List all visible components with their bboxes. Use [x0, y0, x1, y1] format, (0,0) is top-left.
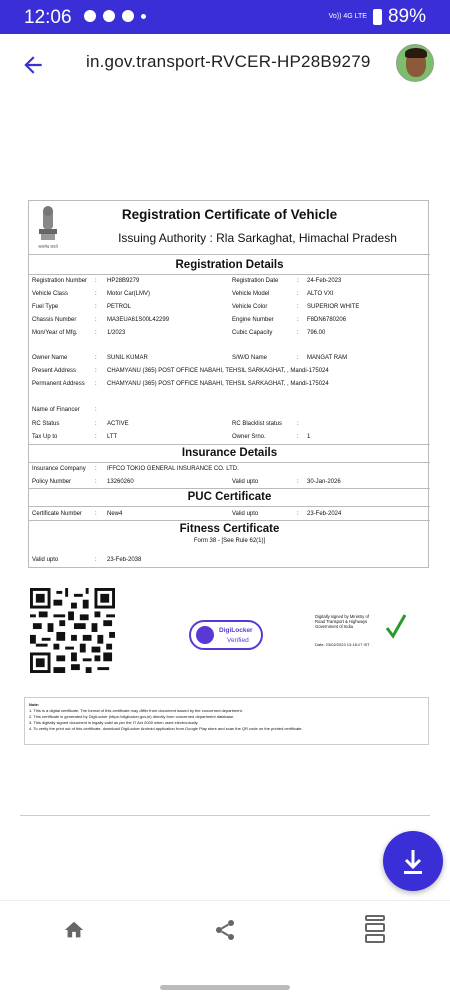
field-label: Certificate Number	[32, 511, 83, 517]
status-bar	[0, 0, 450, 34]
field-label: Chassis Number	[32, 317, 77, 323]
notification-icons	[84, 10, 146, 22]
bottom-navigation	[0, 900, 450, 960]
colon: :	[297, 355, 299, 361]
emblem-caption: सत्यमेव जयते	[38, 244, 58, 249]
field-label: Insurance Company	[32, 466, 86, 472]
issuing-authority: Issuing Authority : Rla Sarkaghat, Himachal Pradesh	[118, 231, 397, 245]
note-box	[24, 697, 429, 745]
field-label: Cubic Capacity	[232, 330, 273, 336]
puc-heading: PUC Certificate	[187, 491, 272, 503]
notification-icon	[103, 10, 115, 22]
app-bar	[0, 34, 450, 94]
digilocker-verified-badge	[189, 620, 263, 650]
colon: :	[297, 330, 299, 336]
field-value: 796.00	[307, 330, 326, 336]
colon: :	[95, 304, 97, 310]
note-line: 3. This digitally signed document is legally valid as per the IT Act 2000 when used electronically.	[29, 720, 199, 725]
field-label: Name of Financer	[32, 407, 80, 413]
colon: :	[297, 434, 299, 440]
colon: :	[95, 355, 97, 361]
page-divider	[20, 815, 430, 816]
signature-date: Date: 23/02/2023 13:18:17 IST	[315, 642, 370, 647]
colon: :	[95, 278, 97, 284]
colon: :	[95, 479, 97, 485]
field-value: CHAMYANU (365) POST OFFICE NABAHI, TEHSIL SARKAGHAT, , Mandi-175024	[107, 381, 329, 387]
divider	[29, 488, 430, 489]
certificate-title: Registration Certificate of Vehicle	[121, 207, 338, 222]
divider	[29, 274, 430, 275]
checkmark-icon	[385, 613, 407, 639]
field-label: Vehicle Color	[232, 304, 268, 310]
field-label: Owner Srno.	[232, 434, 266, 440]
colon: :	[95, 407, 97, 413]
gesture-handle[interactable]	[160, 985, 290, 990]
field-label: S/W/D Name	[232, 355, 268, 361]
field-label: Tax Up to	[32, 434, 58, 440]
download-button[interactable]	[383, 831, 443, 891]
field-label: Vehicle Class	[32, 291, 69, 297]
qr-code	[30, 588, 115, 673]
colon: :	[95, 434, 97, 440]
field-value: LTT	[107, 434, 118, 440]
field-label: Mon/Year of Mfg.	[32, 330, 78, 336]
field-value: HP28B9279	[107, 278, 140, 284]
field-value: 24-Feb-2023	[307, 278, 342, 284]
colon: :	[95, 317, 97, 323]
whatsapp-icon	[84, 10, 96, 22]
home-icon[interactable]	[63, 919, 85, 941]
field-label: Policy Number	[32, 479, 72, 485]
field-value: 30-Jan-2026	[307, 479, 341, 485]
field-value: MANGAT RAM	[307, 355, 348, 361]
view-mode-icon[interactable]	[364, 915, 386, 943]
field-label: Fuel Type	[32, 304, 59, 310]
battery-icon	[373, 9, 382, 25]
note-line: 2. This certificate is generated by DigiLocker (https://digilocker.gov.in) directly from concerned department database.	[29, 714, 235, 719]
field-value: PETROL	[107, 304, 132, 310]
signature-text: Digitally signed by Ministry of Road Transport & Highways Government of India	[315, 614, 369, 630]
field-label: Owner Name	[32, 355, 68, 361]
field-value: New4	[107, 511, 123, 517]
note-title: Note:	[29, 702, 40, 707]
colon: :	[95, 557, 97, 563]
colon: :	[297, 291, 299, 297]
field-label: Engine Number	[232, 317, 274, 323]
more-notifications-icon	[141, 14, 146, 19]
fitness-form: Form 38 - [See Rule 62(1)]	[193, 538, 266, 544]
colon: :	[95, 291, 97, 297]
field-value: CHAMYANU (365) POST OFFICE NABAHI, TEHSIL SARKAGHAT, , Mandi-175024	[107, 368, 329, 374]
colon: :	[297, 479, 299, 485]
battery-level: 89%	[387, 6, 426, 27]
app-icon	[122, 10, 134, 22]
field-value: ACTIVE	[107, 421, 129, 427]
field-value: 1/2023	[107, 330, 126, 336]
field-label: Permanent Address	[32, 381, 85, 387]
field-value: 13260260	[107, 479, 134, 485]
share-icon[interactable]	[213, 918, 237, 942]
colon: :	[95, 466, 97, 472]
insurance-heading: Insurance Details	[181, 447, 278, 459]
field-value: 23-Feb-2038	[107, 557, 142, 563]
field-label: Valid upto	[32, 557, 59, 563]
digilocker-icon	[196, 626, 214, 644]
field-label: RC Blacklist status	[232, 421, 283, 427]
fitness-heading: Fitness Certificate	[179, 523, 280, 535]
field-value: F8DN6780206	[307, 317, 347, 323]
badge-line-2: Verified	[227, 637, 249, 644]
field-value: Motor Car(LMV)	[107, 291, 151, 297]
download-icon	[383, 831, 443, 891]
colon: :	[95, 368, 97, 374]
divider	[29, 254, 430, 255]
divider	[29, 506, 430, 507]
status-time: 12:06	[24, 7, 72, 28]
field-label: Registration Date	[232, 278, 279, 284]
field-value: ALTO VXI	[307, 291, 334, 297]
network-label: Vo)) 4G LTE	[328, 13, 367, 20]
field-value: SUNIL KUMAR	[107, 355, 148, 361]
colon: :	[95, 421, 97, 427]
colon: :	[297, 317, 299, 323]
field-label: Registration Number	[32, 278, 88, 284]
document-title: in.gov.transport-RVCER-HP28B9279	[86, 52, 371, 71]
field-value: IFFCO TOKIO GENERAL INSURANCE CO. LTD.	[107, 466, 239, 472]
divider	[29, 462, 430, 463]
field-label: Valid upto	[232, 479, 259, 485]
note-line: 4. To verify the print out of this certificate, download DigiLocker Android application from Google Play store and scan the QR code on the printed certificate.	[29, 726, 303, 731]
digital-signature	[315, 613, 411, 649]
field-value: MA3EUA61S00L42299	[107, 317, 170, 323]
divider	[29, 444, 430, 445]
field-label: RC Status	[32, 421, 60, 427]
field-value: 23-Feb-2024	[307, 511, 342, 517]
colon: :	[95, 511, 97, 517]
field-label: Valid upto	[232, 511, 259, 517]
colon: :	[297, 511, 299, 517]
divider	[29, 520, 430, 521]
certificate-document	[28, 200, 429, 568]
field-label: Present Address	[32, 368, 77, 374]
colon: :	[297, 421, 299, 427]
field-value: 1	[307, 434, 311, 440]
registration-heading: Registration Details	[175, 259, 284, 271]
avatar[interactable]	[396, 44, 434, 82]
note-line: 1. This is a digital certificate. The format of this certificate may differ from document issued by the concerned department.	[29, 708, 243, 713]
badge-line-1: DigiLocker	[219, 627, 253, 634]
colon: :	[95, 330, 97, 336]
back-arrow-icon[interactable]	[20, 52, 46, 78]
field-label: Vehicle Model	[232, 291, 270, 297]
colon: :	[297, 278, 299, 284]
colon: :	[95, 381, 97, 387]
colon: :	[297, 304, 299, 310]
avatar-hair	[405, 48, 427, 58]
field-value: SUPERIOR WHITE	[307, 304, 360, 310]
